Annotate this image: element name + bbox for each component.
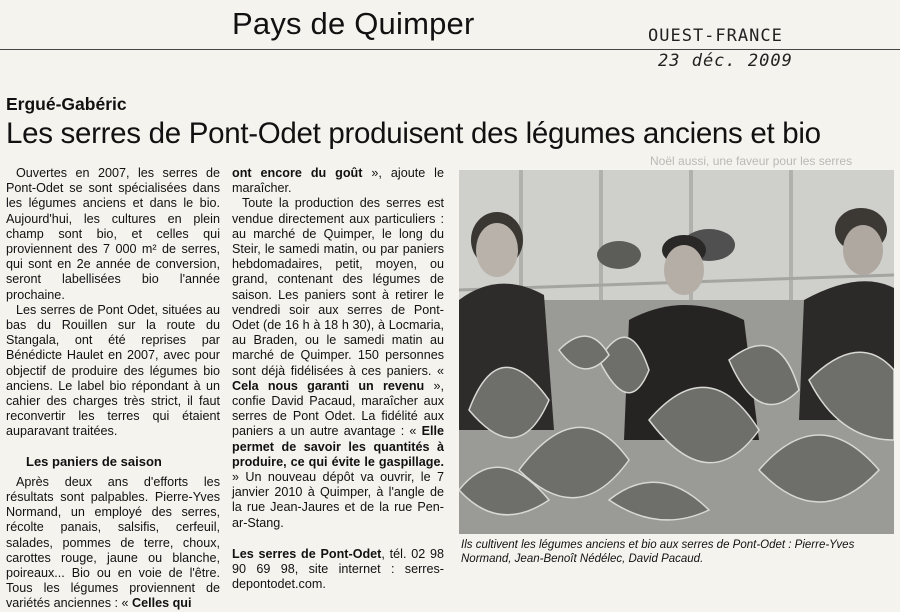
date-annotation: 23 déc. 2009 <box>658 51 793 71</box>
article-headline: Les serres de Pont-Odet produisent des légumes anciens et bio <box>6 117 821 150</box>
subheading: Les paniers de saison <box>26 453 162 469</box>
contact-paragraph: Les serres de Pont-Odet, tél. 02 98 90 69 98, site internet : serres-depontodet.com. <box>232 546 445 592</box>
header-rule <box>0 49 900 50</box>
article-photo <box>459 170 894 534</box>
source-annotation: OUEST-FRANCE <box>648 26 783 46</box>
section-title: Pays de Quimper <box>232 6 475 41</box>
paragraph: Toute la production des serres est vendue directement aux particuliers : au marché de Quimper, le long du Steir, le samedi matin, ou par paniers hebdomadaires, petit, moyen, ou grand, contenant des légumes de saison. Les paniers sont à retirer le vendredi soir aux serres de Pont-Odet (de 16 h à 18 h 30), à Locmaria, au Braden, ou le samedi matin au marché de Quimper. 150 personnes sont déjà fidélisées à ces paniers. « Cela nous garanti un revenu », confie David Pacaud, maraîcher aux serres de Pont Odet. La fidélité aux paniers a un autre avantage : « Elle permet de savoir les quantités à produire, ce qui évite le gaspillage. » Un nouveau dépôt va ouvrir, le 7 janvier 2010 à Quimper, à l'angle de la rue Jean-Jaures et de la rue Pen-ar-Stang. <box>232 196 444 530</box>
paragraph: Les serres de Pont Odet, situées au bas du Rouillen sur la route du Stangala, ont été reprises par Bénédicte Haulet en 2007, avec pour objectif de produire des légumes bio anciens. Le label bio répondant à un cahier des charges très strict, il faut reconvertir les terres qui étaient auparavant traitées. <box>6 302 220 439</box>
photo-caption: Ils cultivent les légumes anciens et bio aux serres de Pont-Odet : Pierre-Yves Normand, Jean-Benoît Nédélec, David Pacaud. <box>461 539 855 565</box>
paragraph: Ouvertes en 2007, les serres de Pont-Odet se sont spécialisées dans les légumes anciens et dans le bio. Aujourd'hui, les cultures en plein champ sont bio, et celles qui proviennent des 7 000 m² de serres, qui sont en 2e année de conversion, seront labellisées bio l'année prochaine. <box>6 166 220 302</box>
greenhouse-photo-illustration <box>459 170 894 534</box>
bleed-through-text: Noël aussi, une faveur pour les serres <box>650 154 853 168</box>
article-column-1 <box>6 166 220 612</box>
paragraph: ont encore du goût », ajoute le maraîcher. <box>232 166 444 196</box>
article-kicker: Ergué-Gabéric <box>6 94 127 114</box>
article-column-2 <box>232 166 444 592</box>
paragraph: Après deux ans d'efforts les résultats sont palpables. Pierre-Yves Normand, un employé des serres, récolte panais, salsifis, cerfeuil, salades, pommes de terre, choux, carottes rouge, jaune ou blanche, poireaux... Bio ou en voie de l'être. Tous les légumes proviennent de variétés anciennes : « Celles qui <box>6 474 220 611</box>
